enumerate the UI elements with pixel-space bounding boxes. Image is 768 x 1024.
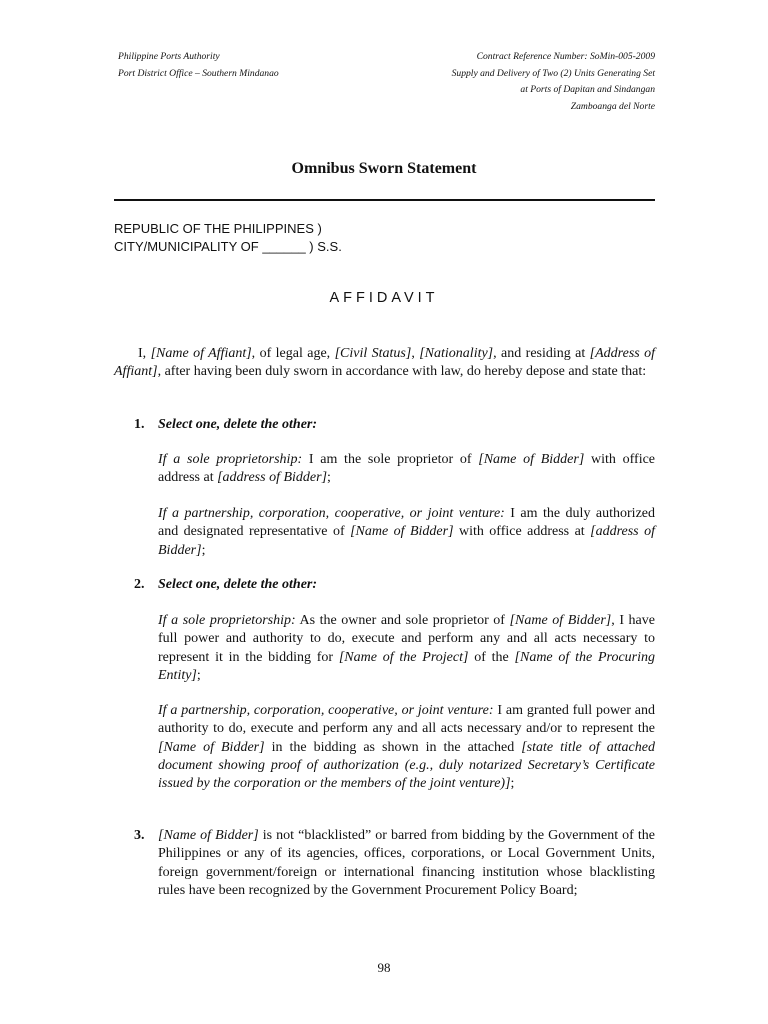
venue-block bbox=[114, 220, 342, 256]
option-text: As the owner and sole proprietor of bbox=[295, 613, 510, 628]
header-province: Zamboanga del Norte bbox=[570, 100, 655, 112]
intro-text: , and residing at bbox=[493, 346, 590, 361]
affidavit-heading: AFFIDAVIT bbox=[329, 290, 439, 306]
placeholder-affiant-name: [Name of Affiant] bbox=[150, 346, 252, 361]
option-text: ; bbox=[510, 776, 515, 792]
item-number: 1. bbox=[134, 417, 145, 432]
header-left bbox=[118, 49, 279, 82]
item-number: 3. bbox=[134, 828, 145, 843]
placeholder-bidder-address: [address of Bidder] bbox=[217, 470, 328, 486]
header-office: Port District Office – Southern Mindanao bbox=[118, 67, 279, 79]
option-label: If a partnership, corporation, cooperative, or joint venture: bbox=[158, 703, 494, 718]
option-text: of the bbox=[468, 649, 515, 665]
option-text: I am granted full power and authority to do, execute and perform any and all acts necessary and/or to represent the bbox=[158, 703, 655, 737]
placeholder-project-name: [Name of the Project] bbox=[338, 649, 469, 665]
intro-text: , bbox=[411, 346, 420, 361]
item-2-option-sole bbox=[158, 612, 655, 685]
option-text: with office address at bbox=[158, 452, 656, 486]
option-text: I am the duly authorized and designated representative of bbox=[158, 506, 655, 540]
intro-text: , of legal age, bbox=[251, 346, 335, 361]
placeholder-bidder-name: [Name of Bidder] bbox=[509, 613, 612, 628]
item-3-text bbox=[158, 827, 655, 900]
placeholder-bidder-address: [address of Bidder] bbox=[158, 524, 655, 558]
header-ports: at Ports of Dapitan and Sindangan bbox=[520, 84, 655, 95]
placeholder-nationality: [Nationality] bbox=[419, 346, 494, 361]
option-text: ; bbox=[196, 667, 201, 683]
option-text: with office address at bbox=[453, 524, 591, 540]
option-text: , I have full power and authority to do, execute and perform any and all acts necessary to represent it in the bidding for bbox=[158, 613, 655, 665]
item-2-option-partnership bbox=[158, 702, 655, 793]
option-label: If a partnership, corporation, cooperative, or joint venture: bbox=[158, 506, 505, 521]
intro-text: I, bbox=[138, 346, 151, 361]
title-divider bbox=[114, 199, 655, 201]
option-label: If a sole proprietorship: bbox=[158, 613, 296, 628]
placeholder-authorization-document: [state title of attached document showing proof of authorization (e.g., duly notarized Secretary’s Certificate issued by the corporation or the members of the joint venture)] bbox=[158, 739, 655, 792]
placeholder-bidder-name: [Name of Bidder] bbox=[350, 524, 454, 540]
item-number: 2. bbox=[134, 577, 145, 592]
document-title: Omnibus Sworn Statement bbox=[291, 160, 477, 177]
item-text: is not “blacklisted” or barred from bidding by the Government of the Philippines or any of its agencies, offices, corporations, or Local Government Units, foreign government/foreign or international financing institution whose blacklisting rules have been recognized by the Government Procurement Policy Board; bbox=[158, 828, 655, 898]
intro-text: , after having been duly sworn in accordance with law, do hereby depose and state that: bbox=[157, 364, 647, 380]
option-label: If a sole proprietorship: bbox=[158, 452, 303, 467]
item-1-option-partnership bbox=[158, 505, 655, 560]
placeholder-bidder-name: [Name of Bidder] bbox=[478, 452, 585, 467]
header-agency: Philippine Ports Authority bbox=[118, 51, 220, 62]
item-heading: Select one, delete the other: bbox=[158, 577, 318, 592]
header-contract-ref: Contract Reference Number: SoMin-005-2009 bbox=[476, 51, 655, 62]
placeholder-bidder-name: [Name of Bidder] bbox=[158, 828, 259, 843]
placeholder-civil-status: [Civil Status] bbox=[334, 346, 412, 361]
venue-republic: REPUBLIC OF THE PHILIPPINES ) bbox=[114, 221, 322, 236]
placeholder-affiant-address: [Address of Affiant] bbox=[114, 346, 656, 380]
header-contract-title: Supply and Delivery of Two (2) Units Generating Set bbox=[451, 67, 655, 79]
intro-paragraph bbox=[114, 345, 655, 382]
option-text: ; bbox=[201, 542, 206, 558]
page-number: 98 bbox=[377, 960, 391, 975]
placeholder-procuring-entity: [Name of the Procuring Entity] bbox=[158, 649, 655, 683]
option-text: I am the sole proprietor of bbox=[302, 452, 479, 467]
item-1-option-sole bbox=[158, 451, 655, 488]
option-text: in the bidding as shown in the attached bbox=[264, 739, 522, 755]
option-text: ; bbox=[327, 470, 331, 486]
item-heading: Select one, delete the other: bbox=[158, 417, 318, 432]
placeholder-bidder-name: [Name of Bidder] bbox=[158, 739, 265, 755]
venue-city: CITY/MUNICIPALITY OF ______ ) S.S. bbox=[114, 239, 342, 254]
header-right bbox=[452, 49, 655, 115]
